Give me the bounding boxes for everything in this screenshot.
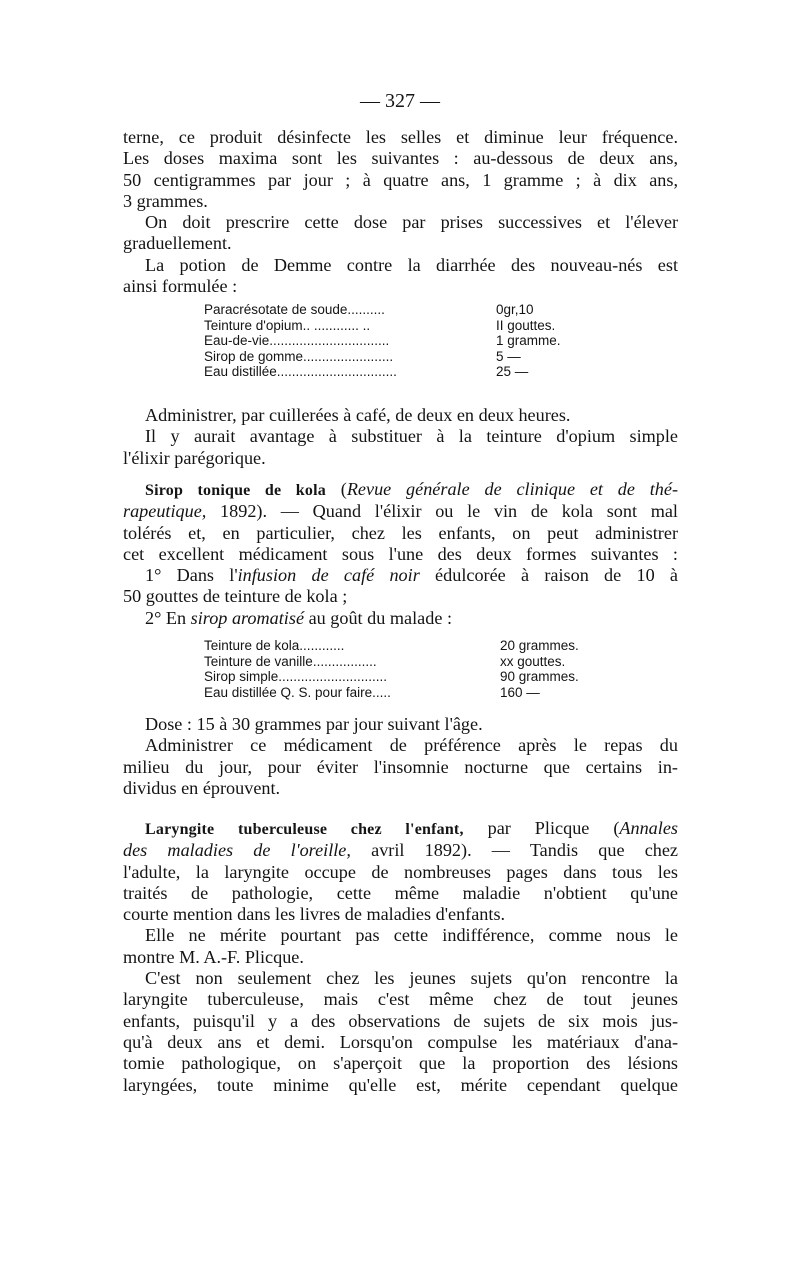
recipe-ingredient: Eau-de-vie................................ [204, 333, 390, 348]
text-line: courte mention dans les livres de maladies d'enfants. [123, 904, 506, 925]
recipe-ingredient: Teinture d'opium.. ............ .. [204, 317, 371, 333]
text-fragment: édulcorée à raison de 10 à [419, 565, 679, 586]
recipe-demme [204, 302, 584, 380]
recipe-quantity: 1 gramme. [496, 333, 561, 348]
text-line [123, 565, 678, 586]
recipe-quantity: II gouttes. [496, 317, 556, 333]
text-line: Administrer, par cuillerées à café, de deux en deux heures. [145, 405, 571, 425]
source-title: Revue générale de clinique et de thé- [346, 479, 679, 499]
recipe-row [204, 654, 584, 670]
recipe-row [204, 669, 584, 685]
text-fragment: 2° En [145, 607, 191, 628]
text-line: traités de pathologie, cette même maladie n'obtient qu'une [123, 882, 678, 903]
recipe-quantity: 5 — [496, 348, 521, 364]
text-line: dividus en éprouvent. [123, 777, 281, 798]
text-fragment: ( [325, 479, 347, 499]
source-title: des maladies de l'oreille, [123, 840, 351, 861]
recipe-ingredient: Sirop de gomme........................ [204, 348, 394, 364]
paragraph-elixir [123, 426, 678, 469]
recipe-row [204, 302, 584, 318]
paragraph-dose-kola [123, 714, 678, 735]
recipe-ingredient: Eau distillée................................ [204, 364, 397, 379]
emphasis: sirop aromatisé [190, 607, 305, 628]
text-fragment: 1° Dans l' [145, 565, 238, 586]
paragraph-administer-kola [123, 735, 678, 799]
recipe-row [204, 364, 584, 380]
text-line: l'adulte, la laryngite occupe de nombreuses pages dans tous les [123, 861, 678, 882]
text-line [123, 479, 678, 501]
text-line: 50 gouttes de teinture de kola ; [123, 586, 348, 607]
recipe-ingredient: Sirop simple............................. [204, 669, 388, 684]
paragraph-prescription [123, 212, 678, 255]
text-line: laryngite tuberculeuse, mais c'est même chez de tout jeunes [123, 989, 678, 1010]
text-line [123, 840, 678, 861]
paragraph-administer [123, 405, 678, 426]
recipe-quantity: xx gouttes. [500, 653, 566, 669]
paragraph-laryngite [123, 818, 678, 925]
text-line: qu'à deux ans et demi. Lorsqu'on compulse les matériaux d'ana- [123, 1031, 678, 1052]
text-line: ainsi formulée : [123, 276, 238, 297]
recipe-quantity: 160 — [500, 684, 540, 700]
text-line: graduellement. [123, 233, 232, 254]
text-line: Elle ne mérite pourtant pas cette indifférence, comme nous le [145, 925, 678, 946]
text-line: 3 grammes. [123, 190, 208, 211]
text-line: tomie pathologique, on s'aperçoit que la proportion des lésions [123, 1053, 678, 1074]
recipe-row [204, 318, 584, 334]
text-block-2 [123, 405, 678, 469]
text-block-4 [123, 714, 678, 799]
text-line: Administrer ce médicament de préférence après le repas du [145, 735, 678, 756]
text-line: laryngées, toute minime qu'elle est, mérite cependant quelque [123, 1074, 678, 1095]
recipe-quantity: 20 grammes. [500, 638, 579, 653]
recipe-quantity: 0gr,10 [496, 302, 534, 317]
text-line: C'est non seulement chez les jeunes sujets qu'on rencontre la [145, 968, 678, 989]
recipe-ingredient: Teinture de kola............ [204, 638, 345, 653]
text-line [123, 818, 678, 840]
recipe-quantity: 90 grammes. [500, 669, 579, 684]
text-line: cet excellent médicament sous l'une des deux formes suivantes : [123, 543, 678, 564]
text-line: l'élixir parégorique. [123, 447, 266, 468]
recipe-ingredient: Teinture de vanille................. [204, 653, 377, 669]
recipe-row [204, 349, 584, 365]
text-line: 50 centigrammes par jour ; à quatre ans, 1 gramme ; à dix ans, [123, 169, 678, 190]
text-line [123, 608, 678, 629]
recipe-row [204, 638, 584, 654]
section-heading: Laryngite tuberculeuse chez l'enfant, [145, 821, 464, 838]
text-line: enfants, puisqu'il y a des observations de sujets de six mois jus- [123, 1010, 678, 1031]
paragraph-demme-potion [123, 255, 678, 298]
recipe-quantity: 25 — [496, 364, 529, 379]
paragraph-indifference [123, 925, 678, 968]
source-title: Annales [619, 818, 678, 838]
text-block-1 [123, 127, 678, 297]
text-line: On doit prescrire cette dose par prises successives et l'élever [145, 212, 678, 233]
text-line: tolérés et, en particulier, chez les enfants, on peut administrer [123, 522, 678, 543]
text-block-3 [123, 479, 678, 629]
paragraph-dose [123, 127, 678, 212]
source-title: rapeutique, [123, 501, 207, 522]
recipe-kola [204, 638, 584, 700]
text-fragment: au goût du malade : [304, 607, 453, 628]
page-number: — 327 — [360, 90, 440, 112]
recipe-ingredient: Paracrésotate de soude.......... [204, 302, 385, 317]
text-line: Dose : 15 à 30 grammes par jour suivant l'âge. [145, 714, 483, 734]
text-fragment: 1892). — Quand l'élixir ou le vin de kola sont mal [206, 501, 678, 522]
recipe-row [204, 333, 584, 349]
text-line: Il y aurait avantage à substituer à la teinture d'opium simple [145, 426, 678, 447]
text-line: Les doses maxima sont les suivantes : au-dessous de deux ans, [123, 148, 678, 169]
paragraph-sirop-kola [123, 479, 678, 629]
section-heading: Sirop tonique de kola [145, 482, 326, 499]
emphasis: infusion de café noir [237, 565, 420, 586]
text-block-5 [123, 818, 678, 1096]
recipe-row [204, 685, 584, 701]
recipe-ingredient: Eau distillée Q. S. pour faire..... [204, 684, 391, 700]
text-line: montre M. A.-F. Plicque. [123, 946, 304, 967]
text-line: terne, ce produit désinfecte les selles et diminue leur fréquence. [123, 127, 678, 147]
text-line [123, 501, 678, 522]
text-line: La potion de Demme contre la diarrhée des nouveau-nés est [145, 254, 678, 275]
text-fragment: avril 1892). — Tandis que chez [350, 840, 679, 861]
text-line: milieu du jour, pour éviter l'insomnie nocturne que certains in- [123, 756, 678, 777]
text-fragment: par Plicque ( [463, 818, 620, 838]
paragraph-jeunes-sujets [123, 968, 678, 1096]
